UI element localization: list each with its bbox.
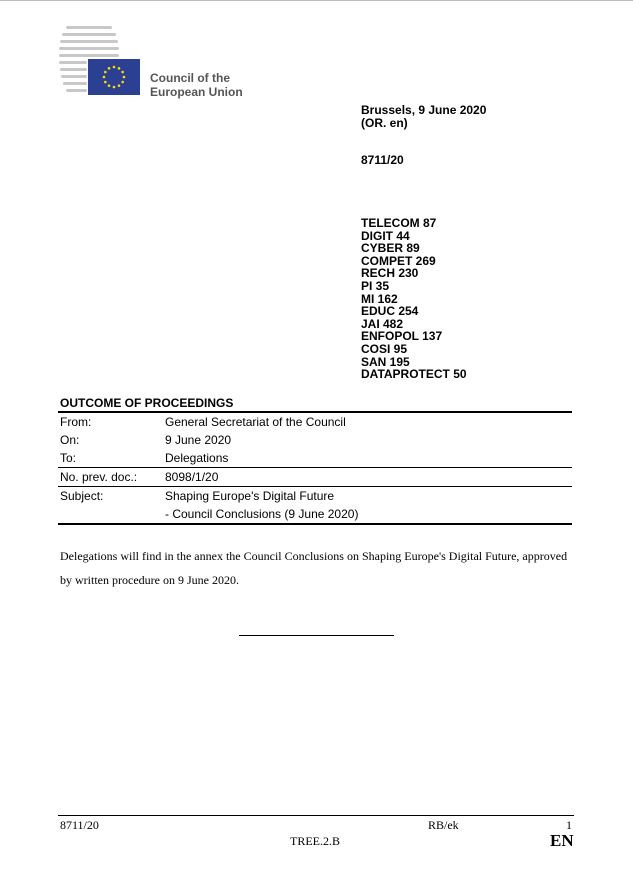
star-icon — [113, 86, 116, 89]
subject-code: ENFOPOL 137 — [361, 329, 443, 344]
star-icon — [121, 71, 124, 74]
label: Subject: — [60, 489, 104, 503]
star-icon — [118, 67, 121, 70]
council-name-line2: European Union — [150, 85, 243, 99]
value: Delegations — [165, 451, 229, 465]
star-icon — [108, 84, 111, 87]
subject-code: RECH 230 — [361, 266, 419, 281]
value: General Secretariat of the Council — [165, 415, 346, 429]
subject-code: DIGIT 44 — [361, 228, 410, 243]
label: On: — [60, 433, 80, 447]
outcome-title: OUTCOME OF PROCEEDINGS — [60, 396, 234, 410]
value: - Council Conclusions (9 June 2020) — [165, 507, 359, 521]
label: To: — [60, 451, 77, 465]
document-number: 8711/20 — [361, 153, 404, 167]
subject-code: EDUC 254 — [361, 304, 419, 319]
body-text: Delegations will find in the annex the Council Conclusions on Shaping Europe's Digital Future, approved by written procedure on 9 June 2020. — [60, 549, 568, 587]
label: From: — [60, 415, 92, 429]
subject-code: COMPET 269 — [361, 253, 436, 268]
divider — [58, 486, 572, 487]
council-name-line1: Council of the — [150, 71, 230, 85]
value: 8098/1/20 — [165, 470, 219, 484]
divider — [58, 467, 572, 468]
subject-code: COSI 95 — [361, 341, 408, 356]
end-rule — [239, 635, 394, 636]
star-icon — [108, 67, 111, 70]
star-icon — [121, 81, 124, 84]
footer-page: 1 — [566, 818, 572, 832]
star-icon — [118, 84, 121, 87]
star-icon — [103, 76, 106, 79]
row-subject — [60, 489, 572, 507]
footer-doc-number: 8711/20 — [60, 818, 99, 832]
footer-language: EN — [550, 831, 574, 850]
footer-unit: TREE.2.B — [290, 834, 340, 848]
value: 9 June 2020 — [165, 433, 232, 447]
row-from — [60, 415, 572, 433]
subject-code: JAI 482 — [361, 316, 404, 331]
subject-code: MI 162 — [361, 291, 398, 306]
row-on — [60, 433, 572, 451]
star-icon — [123, 76, 126, 79]
place-date: Brussels, 9 June 2020 — [361, 103, 487, 117]
label: No. prev. doc.: — [60, 470, 138, 484]
subject-code: CYBER 89 — [361, 241, 420, 256]
subject-code: DATAPROTECT 50 — [361, 367, 467, 382]
divider — [58, 523, 572, 525]
value: Shaping Europe's Digital Future — [165, 489, 335, 503]
subject-codes — [361, 217, 467, 381]
subject-code: PI 35 — [361, 278, 390, 293]
original-language: (OR. en) — [361, 116, 408, 130]
subject-code: TELECOM 87 — [361, 216, 437, 230]
star-icon — [104, 81, 107, 84]
star-icon — [113, 66, 116, 69]
divider — [58, 411, 572, 413]
subject-code: SAN 195 — [361, 354, 410, 369]
footer-rule — [58, 815, 574, 816]
eu-flag-icon — [88, 59, 140, 95]
star-icon — [104, 71, 107, 74]
council-name — [150, 71, 243, 99]
footer-initials: RB/ek — [428, 818, 459, 832]
